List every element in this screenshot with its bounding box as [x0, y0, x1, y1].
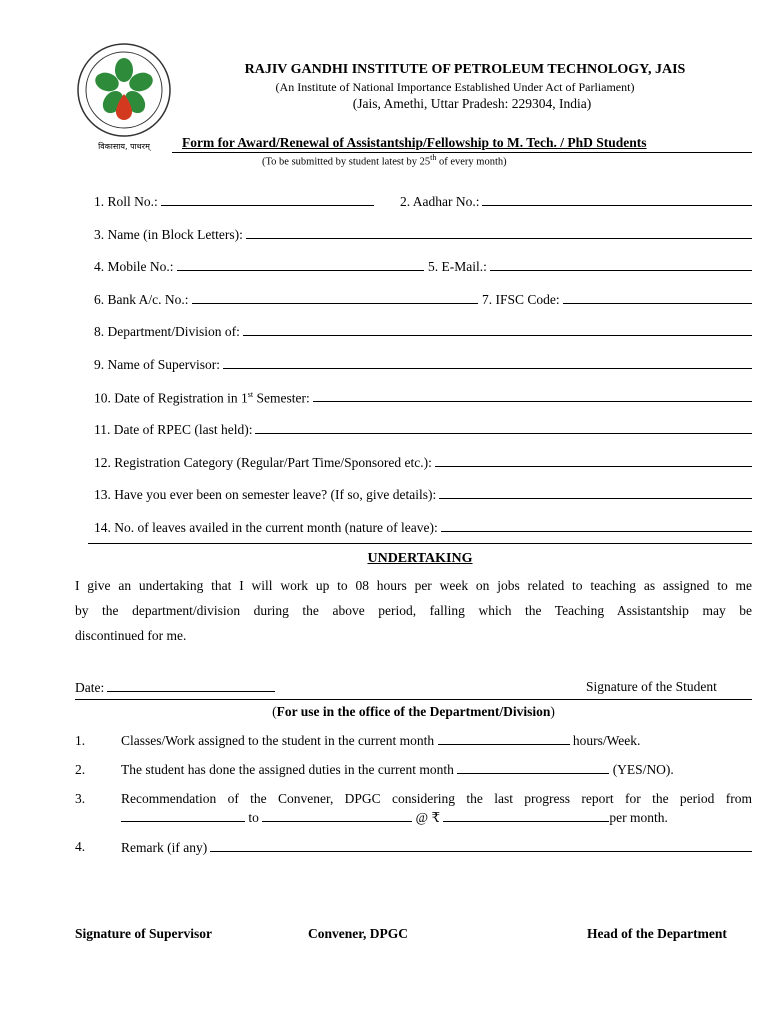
- logo-caption: विकासाय, पाथरम्: [98, 142, 150, 151]
- department-label: 8. Department/Division of:: [94, 324, 240, 339]
- date-field[interactable]: [75, 679, 275, 696]
- registration-date-label: 10. Date of Registration in 1st Semester:: [94, 389, 310, 405]
- institute-address: (Jais, Amethi, Uttar Pradesh: 229304, India): [352, 96, 592, 111]
- section-rule: [88, 543, 752, 544]
- supervisor-signature-label: Signature of Supervisor: [75, 926, 213, 941]
- office-item-4-num: 4.: [75, 839, 86, 854]
- aadhar-no-label: 2. Aadhar No.:: [400, 194, 480, 209]
- registration-category-label: 12. Registration Category (Regular/Part Time/Sponsored etc.):: [94, 455, 432, 470]
- institute-logo: [74, 40, 174, 150]
- rpec-date-field[interactable]: [94, 421, 752, 438]
- department-field[interactable]: [94, 323, 752, 340]
- institute-title: RAJIV GANDHI INSTITUTE OF PETROLEUM TECHNOLOGY, JAIS: [244, 62, 686, 77]
- ifsc-label: 7. IFSC Code:: [482, 292, 560, 307]
- semester-leave-label: 13. Have you ever been on semester leave? (If so, give details):: [94, 487, 437, 502]
- form-title-text: Form for Award/Renewal of Assistantship/Fellowship to M. Tech. / PhD Students: [182, 135, 647, 150]
- roll-no-label: 1. Roll No.:: [94, 194, 158, 209]
- name-label: 3. Name (in Block Letters):: [94, 227, 243, 242]
- bank-account-field[interactable]: [94, 291, 478, 308]
- aadhar-no-field[interactable]: [400, 193, 752, 210]
- undertaking-heading: UNDERTAKING: [367, 551, 473, 566]
- name-field[interactable]: [94, 226, 752, 243]
- undertaking-line-2: by the department/division during the above period, falling which the Teaching Assistantship may be: [75, 603, 752, 618]
- office-item-3-num: 3.: [75, 791, 86, 806]
- supervisor-label: 9. Name of Supervisor:: [94, 357, 220, 372]
- semester-leave-field[interactable]: [94, 486, 752, 503]
- office-item-1-num: 1.: [75, 733, 86, 748]
- office-item-3: Recommendation of the Convener, DPGC considering the last progress report for the period from: [121, 791, 752, 806]
- roll-no-field[interactable]: [94, 193, 374, 210]
- ifsc-field[interactable]: [482, 291, 752, 308]
- leaves-availed-field[interactable]: [94, 519, 752, 536]
- office-item-2[interactable]: The student has done the assigned duties in the current month (YES/NO).: [121, 762, 674, 777]
- rupee-icon: @ ₹: [415, 810, 441, 825]
- office-item-2-num: 2.: [75, 762, 86, 777]
- form-title: [182, 135, 647, 151]
- undertaking-line-3: discontinued for me.: [75, 628, 187, 643]
- convener-signature-label: Convener, DPGC: [308, 926, 408, 941]
- registration-date-field[interactable]: [94, 389, 752, 406]
- office-heading: (For use in the office of the Department/Division): [272, 704, 555, 719]
- remark-field[interactable]: [121, 839, 752, 856]
- mobile-field[interactable]: [94, 258, 424, 275]
- leaves-availed-label: 14. No. of leaves availed in the current month (nature of leave):: [94, 520, 438, 535]
- supervisor-field[interactable]: [94, 356, 752, 373]
- remark-label: Remark (if any): [121, 840, 208, 855]
- student-signature-label: Signature of the Student: [586, 679, 717, 694]
- mobile-label: 4. Mobile No.:: [94, 259, 174, 274]
- office-item-1[interactable]: Classes/Work assigned to the student in the current month hours/Week.: [121, 733, 641, 748]
- office-item-3-period[interactable]: to @ ₹ per month.: [121, 810, 668, 826]
- office-rule: [75, 699, 752, 700]
- email-label: 5. E-Mail.:: [428, 259, 487, 274]
- submission-note: (To be submitted by student latest by 25th of every month): [262, 153, 507, 168]
- undertaking-line-1: I give an undertaking that I will work up to 08 hours per week on jobs related to teaching as assigned to me: [75, 578, 752, 593]
- rpec-date-label: 11. Date of RPEC (last held):: [94, 422, 253, 437]
- date-label: Date:: [75, 680, 105, 695]
- institute-subtitle: (An Institute of National Importance Established Under Act of Parliament): [275, 80, 635, 94]
- hod-signature-label: Head of the Department: [587, 926, 727, 941]
- registration-category-field[interactable]: [94, 454, 752, 471]
- email-field[interactable]: [428, 258, 752, 275]
- bank-account-label: 6. Bank A/c. No.:: [94, 292, 189, 307]
